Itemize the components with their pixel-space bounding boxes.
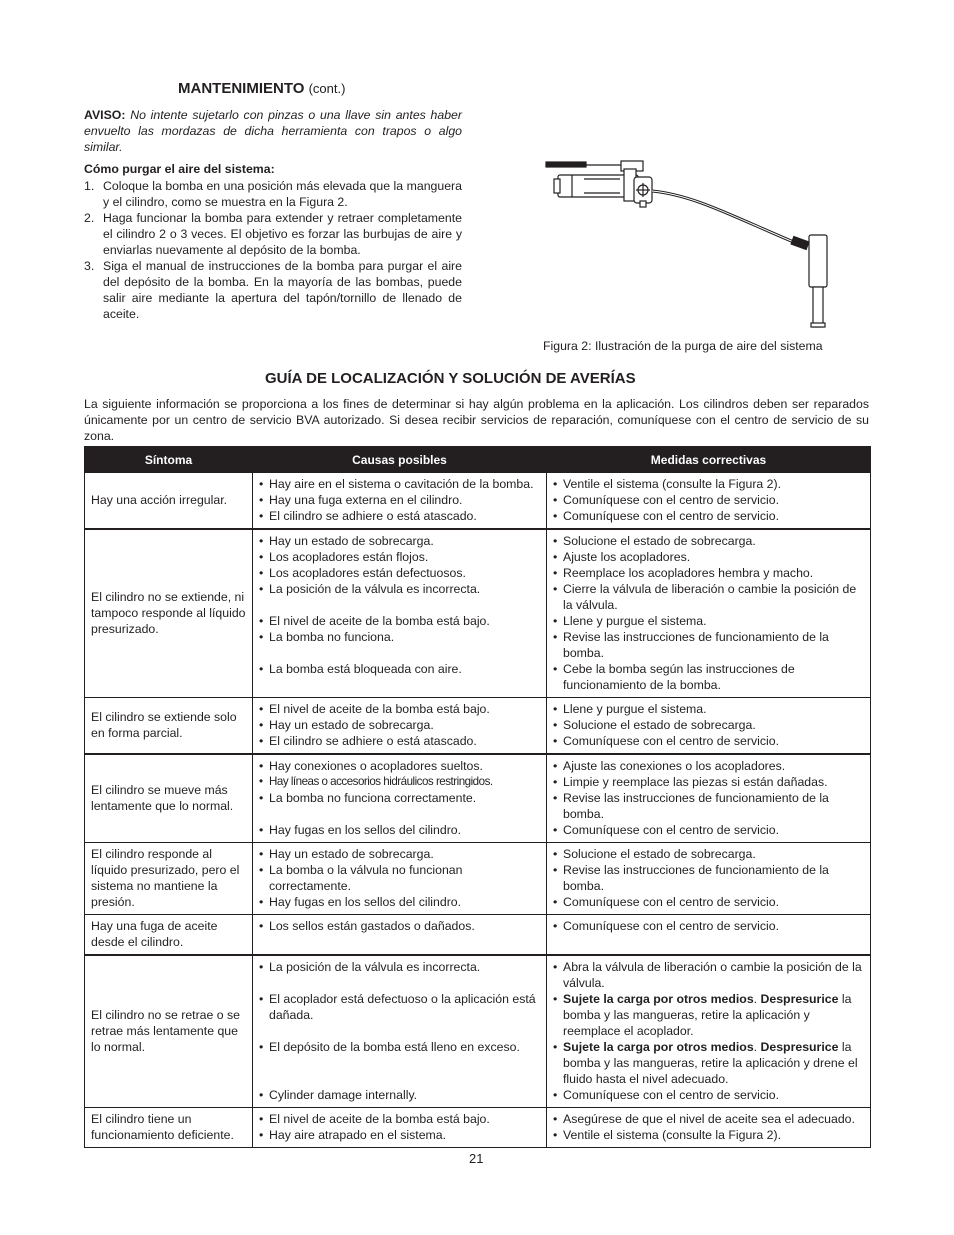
section-title bbox=[178, 80, 345, 97]
cause-spacer bbox=[259, 1023, 541, 1039]
causes-cell bbox=[253, 698, 547, 755]
cause-item: • El nivel de aceite de la bomba está bajo. bbox=[259, 1111, 541, 1127]
cause-item: • El depósito de la bomba está lleno en exceso. bbox=[259, 1039, 541, 1055]
remedies-cell bbox=[547, 955, 871, 1108]
notice-label: AVISO: bbox=[84, 108, 126, 122]
cause-item: • Los sellos están gastados o dañados. bbox=[259, 918, 541, 934]
remedy-item: • Ventile el sistema (consulte la Figura 2). bbox=[553, 476, 865, 492]
table-row bbox=[85, 529, 871, 698]
cause-item: • La bomba no funciona correctamente. bbox=[259, 790, 541, 806]
causes-cell bbox=[253, 473, 547, 530]
remedy-item: • Reemplace los acopladores hembra y macho. bbox=[553, 565, 865, 581]
symptom-cell: Hay una acción irregular. bbox=[85, 473, 253, 530]
table-row bbox=[85, 843, 871, 915]
remedy-item: • Comuníquese con el centro de servicio. bbox=[553, 508, 865, 524]
cause-item: • Cylinder damage internally. bbox=[259, 1087, 541, 1103]
causes-cell bbox=[253, 955, 547, 1108]
section-title-suffix: (cont.) bbox=[308, 81, 346, 96]
pump-cylinder-illustration bbox=[544, 155, 834, 335]
remedy-bold: Sujete la carga por otros medios bbox=[563, 1040, 754, 1054]
remedy-item: • Comuníquese con el centro de servicio. bbox=[553, 822, 865, 838]
troubleshooting-table bbox=[84, 446, 871, 1148]
step-text: Siga el manual de instrucciones de la bomba para purgar el aire del depósito de la bomba. En la mayoría de las bombas, puede salir aire mediante la apertura del tapón/tornillo de llenado de aceite. bbox=[103, 259, 462, 321]
cause-item: • Hay aire en el sistema o cavitación de la bomba. bbox=[259, 476, 541, 492]
header-symptom: Síntoma bbox=[85, 447, 253, 473]
remedies-cell bbox=[547, 915, 871, 956]
remedy-item: • Solucione el estado de sobrecarga. bbox=[553, 533, 865, 549]
remedy-item: • Cierre la válvula de liberación o cambie la posición de la válvula. bbox=[553, 581, 865, 613]
remedy-text: la bomba y las mangueras, retire la aplicación y reemplace el acoplador. bbox=[563, 992, 852, 1038]
step-text: Haga funcionar la bomba para extender y retraer completamente el cilindro 2 o 3 veces. El objetivo es forzar las burbujas de aire y enviarlas nuevamente al depósito de la bomba. bbox=[103, 211, 462, 257]
remedy-item: • Comuníquese con el centro de servicio. bbox=[553, 733, 865, 749]
cause-item: • Hay conexiones o acopladores sueltos. bbox=[259, 758, 541, 774]
remedy-item: • Revise las instrucciones de funcionamiento de la bomba. bbox=[553, 790, 865, 822]
notice-text: No intente sujetarlo con pinzas o una llave sin antes haber envuelto las mordazas de dicha herramienta con trapos o algo similar. bbox=[84, 108, 462, 154]
purge-heading: Cómo purgar el aire del sistema: bbox=[84, 162, 275, 176]
guide-title: GUÍA DE LOCALIZACIÓN Y SOLUCIÓN DE AVERÍAS bbox=[265, 370, 636, 387]
section-title-text: MANTENIMIENTO bbox=[178, 80, 305, 97]
remedy-text: la bomba y las mangueras, retire la aplicación y drene el fluido hasta el nivel adecuado. bbox=[563, 1040, 858, 1086]
header-remedies: Medidas correctivas bbox=[547, 447, 871, 473]
symptom-cell: Hay una fuga de aceite desde el cilindro. bbox=[85, 915, 253, 956]
cause-item: • Los acopladores están flojos. bbox=[259, 549, 541, 565]
cause-item: • El nivel de aceite de la bomba está bajo. bbox=[259, 701, 541, 717]
cause-item: • Hay fugas en los sellos del cilindro. bbox=[259, 894, 541, 910]
step-number: 2. bbox=[84, 211, 95, 225]
remedies-cell bbox=[547, 698, 871, 755]
notice bbox=[84, 107, 462, 155]
remedy-item: • Llene y purgue el sistema. bbox=[553, 613, 865, 629]
remedies-cell bbox=[547, 1108, 871, 1148]
table-row bbox=[85, 473, 871, 530]
cause-item: • Hay un estado de sobrecarga. bbox=[259, 533, 541, 549]
remedy-bold: Sujete la carga por otros medios bbox=[563, 992, 754, 1006]
cause-item: • Hay fugas en los sellos del cilindro. bbox=[259, 822, 541, 838]
remedy-item: • Comuníquese con el centro de servicio. bbox=[553, 1087, 865, 1103]
guide-intro: La siguiente información se proporciona a los fines de determinar si hay algún problema en la aplicación. Los cilindros deben ser reparados únicamente por un centro de servicio BVA autorizado. Si desea recibir servicios de reparación, comuníquese con el centro de servicio de su zona. bbox=[84, 397, 869, 443]
cause-spacer bbox=[259, 975, 541, 991]
cause-item: • La posición de la válvula es incorrecta. bbox=[259, 581, 541, 597]
header-causes: Causas posibles bbox=[253, 447, 547, 473]
purge-step bbox=[84, 178, 462, 210]
figure-caption: Figura 2: Ilustración de la purga de aire del sistema bbox=[543, 339, 823, 353]
cause-item: • La posición de la válvula es incorrecta. bbox=[259, 959, 541, 975]
remedy-item: • Comuníquese con el centro de servicio. bbox=[553, 492, 865, 508]
cause-item: • Hay un estado de sobrecarga. bbox=[259, 717, 541, 733]
remedy-item: • Ajuste los acopladores. bbox=[553, 549, 865, 565]
table-row bbox=[85, 754, 871, 843]
cause-item: • El acoplador está defectuoso o la aplicación está dañada. bbox=[259, 991, 541, 1023]
remedy-item: • Ventile el sistema (consulte la Figura 2). bbox=[553, 1127, 865, 1143]
causes-cell bbox=[253, 843, 547, 915]
causes-cell bbox=[253, 915, 547, 956]
table-header-row bbox=[85, 447, 871, 473]
symptom-cell: El cilindro responde al líquido presurizado, pero el sistema no mantiene la presión. bbox=[85, 843, 253, 915]
remedy-item: • Asegúrese de que el nivel de aceite sea el adecuado. bbox=[553, 1111, 865, 1127]
remedy-item: • Abra la válvula de liberación o cambie la posición de la válvula. bbox=[553, 959, 865, 991]
remedy-item: • Limpie y reemplace las piezas si están dañadas. bbox=[553, 774, 865, 790]
cause-item: • El cilindro se adhiere o está atascado. bbox=[259, 733, 541, 749]
symptom-cell: El cilindro no se extiende, ni tampoco responde al líquido presurizado. bbox=[85, 529, 253, 698]
remedies-cell bbox=[547, 754, 871, 843]
remedy-item: • Solucione el estado de sobrecarga. bbox=[553, 846, 865, 862]
remedy-item: • Comuníquese con el centro de servicio. bbox=[553, 894, 865, 910]
cause-spacer bbox=[259, 645, 541, 661]
remedy-bold: Despresurice bbox=[760, 1040, 839, 1054]
cause-item: • Hay un estado de sobrecarga. bbox=[259, 846, 541, 862]
cause-item: • Hay una fuga externa en el cilindro. bbox=[259, 492, 541, 508]
causes-cell bbox=[253, 754, 547, 843]
cause-item: • Hay líneas o accesorios hidráulicos restringidos. bbox=[259, 774, 541, 790]
table-row bbox=[85, 915, 871, 956]
table-row bbox=[85, 955, 871, 1108]
cause-item: • La bomba o la válvula no funcionan correctamente. bbox=[259, 862, 541, 894]
remedy-item: • Comuníquese con el centro de servicio. bbox=[553, 918, 865, 934]
cause-item: • Los acopladores están defectuosos. bbox=[259, 565, 541, 581]
cause-item: • La bomba está bloqueada con aire. bbox=[259, 661, 541, 677]
purge-step bbox=[84, 210, 462, 258]
cause-item: • La bomba no funciona. bbox=[259, 629, 541, 645]
remedy-item: • Ajuste las conexiones o los acopladores. bbox=[553, 758, 865, 774]
cause-spacer bbox=[259, 1055, 541, 1071]
remedy-item bbox=[553, 991, 865, 1039]
remedy-item: • Revise las instrucciones de funcionamiento de la bomba. bbox=[553, 629, 865, 661]
remedy-item: • Revise las instrucciones de funcionamiento de la bomba. bbox=[553, 862, 865, 894]
remedies-cell bbox=[547, 473, 871, 530]
purge-step bbox=[84, 258, 462, 322]
cause-spacer bbox=[259, 1071, 541, 1087]
cause-spacer bbox=[259, 597, 541, 613]
cause-item: • Hay aire atrapado en el sistema. bbox=[259, 1127, 541, 1143]
table-row bbox=[85, 698, 871, 755]
cause-item: • El cilindro se adhiere o está atascado. bbox=[259, 508, 541, 524]
table-row bbox=[85, 1108, 871, 1148]
remedy-text: . bbox=[753, 992, 761, 1006]
causes-cell bbox=[253, 1108, 547, 1148]
symptom-cell: El cilindro no se retrae o se retrae más lentamente que lo normal. bbox=[85, 955, 253, 1108]
remedies-cell bbox=[547, 843, 871, 915]
symptom-cell: El cilindro se mueve más lentamente que lo normal. bbox=[85, 754, 253, 843]
cause-spacer bbox=[259, 806, 541, 822]
remedies-cell bbox=[547, 529, 871, 698]
cause-item: • El nivel de aceite de la bomba está bajo. bbox=[259, 613, 541, 629]
remedy-item: • Llene y purgue el sistema. bbox=[553, 701, 865, 717]
symptom-cell: El cilindro se extiende solo en forma parcial. bbox=[85, 698, 253, 755]
remedy-bold: Despresurice bbox=[760, 992, 839, 1006]
step-number: 3. bbox=[84, 259, 95, 273]
page-number: 21 bbox=[469, 1151, 484, 1166]
remedy-item: • Cebe la bomba según las instrucciones de funcionamiento de la bomba. bbox=[553, 661, 865, 693]
purge-steps bbox=[84, 178, 462, 322]
remedy-text: . bbox=[753, 1040, 761, 1054]
step-number: 1. bbox=[84, 179, 95, 193]
step-text: Coloque la bomba en una posición más elevada que la manguera y el cilindro, como se muestra en la Figura 2. bbox=[103, 179, 462, 209]
remedy-item bbox=[553, 1039, 865, 1087]
symptom-cell: El cilindro tiene un funcionamiento deficiente. bbox=[85, 1108, 253, 1148]
causes-cell bbox=[253, 529, 547, 698]
remedy-item: • Solucione el estado de sobrecarga. bbox=[553, 717, 865, 733]
